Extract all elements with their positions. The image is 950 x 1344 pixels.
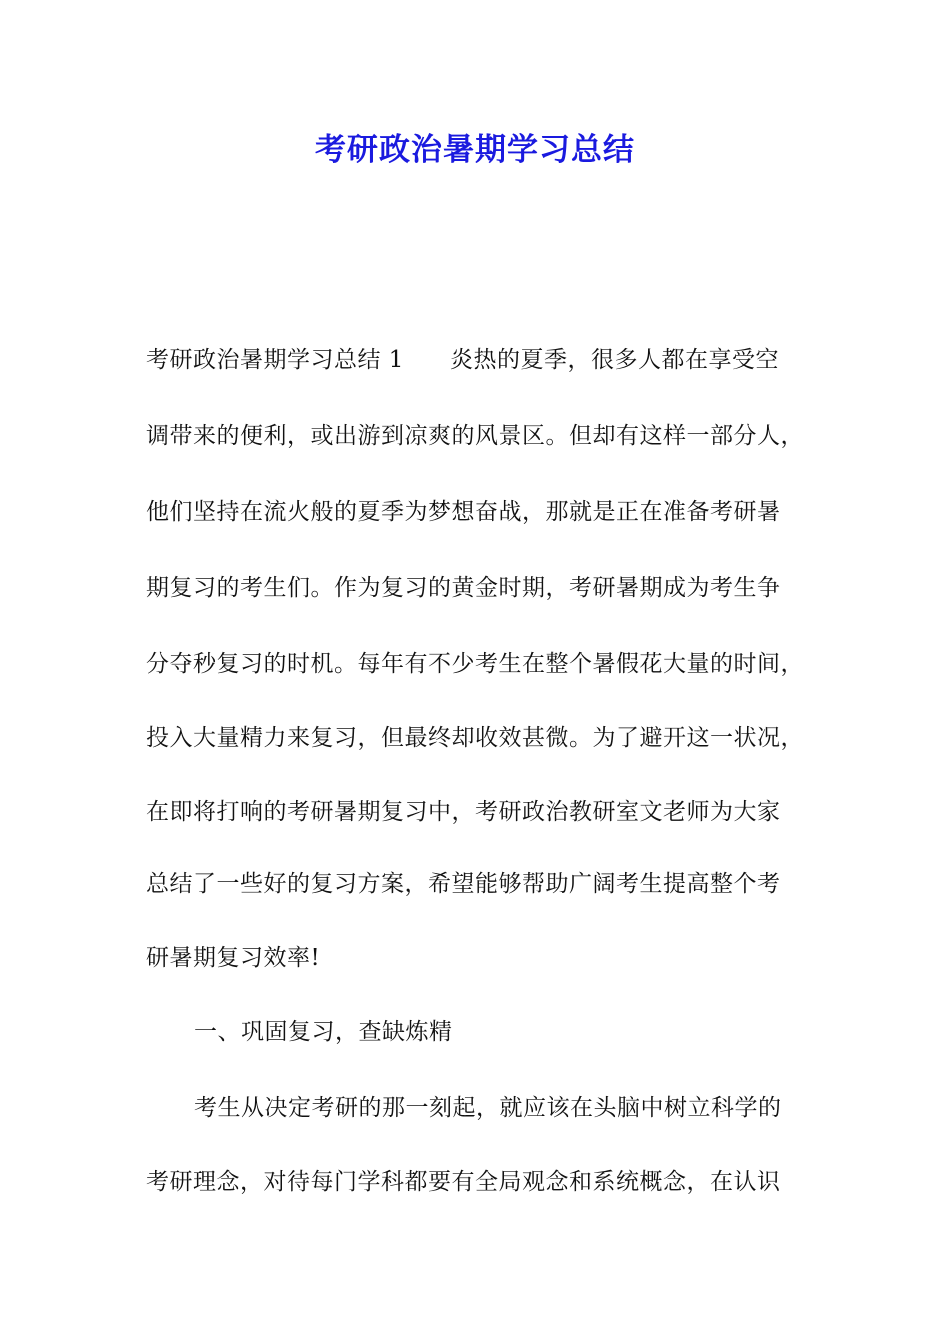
paragraph-line: 期复习的考生们。作为复习的黄金时期，考研暑期成为考生争 (146, 575, 781, 601)
section-heading: 一、巩固复习，查缺炼精 (194, 1019, 453, 1045)
paragraph-line: 考研理念，对待每门学科都要有全局观念和系统概念，在认识 (146, 1169, 781, 1195)
paragraph-line (146, 342, 826, 378)
paragraph-line: 研暑期复习效率! (146, 945, 321, 971)
paragraph-line: 考生从决定考研的那一刻起，就应该在头脑中树立科学的 (194, 1095, 782, 1121)
paragraph-line: 分夺秒复习的时机。每年有不少考生在整个暑假花大量的时间， (146, 651, 804, 677)
document-title: 考研政治暑期学习总结 (315, 132, 635, 168)
paragraph-line: 在即将打响的考研暑期复习中，考研政治教研室文老师为大家 (146, 799, 781, 825)
paragraph-line: 投入大量精力来复习，但最终却收效甚微。为了避开这一状况， (146, 725, 804, 751)
paragraph-text: 炎热的夏季，很多人都在享受空 (449, 347, 779, 373)
paragraph-line: 调带来的便利，或出游到凉爽的风景区。但却有这样一部分人， (146, 423, 804, 449)
paragraph-line: 他们坚持在流火般的夏季为梦想奋战，那就是正在准备考研暑 (146, 499, 781, 525)
paragraph-line: 总结了一些好的复习方案，希望能够帮助广阔考生提高整个考 (146, 871, 781, 897)
section-number-heading: 考研政治暑期学习总结 1 (146, 347, 404, 373)
